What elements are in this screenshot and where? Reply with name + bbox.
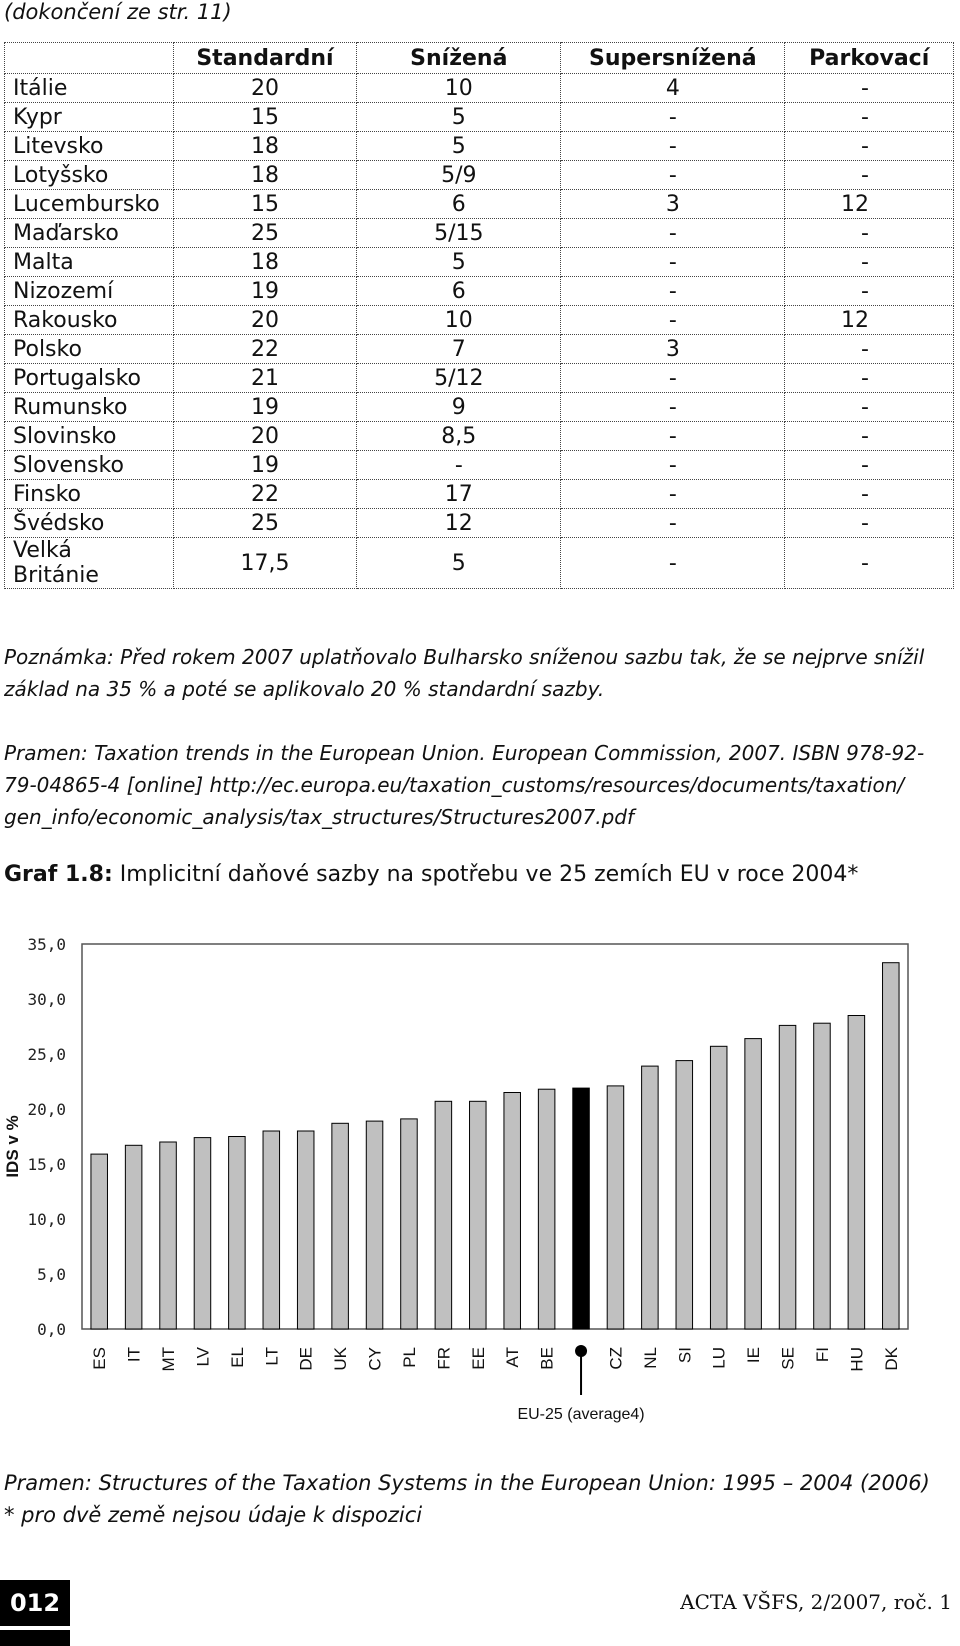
table-row (5, 219, 954, 248)
x-tick-label: MT (159, 1347, 179, 1372)
rate-cell: 25 (173, 219, 357, 248)
header-standard: Standardní (173, 43, 357, 74)
bar (710, 1046, 727, 1329)
rate-cell: 9 (357, 393, 561, 422)
rate-cell: 25 (173, 509, 357, 538)
table-row (5, 451, 954, 480)
x-tick-label: FR (434, 1347, 454, 1370)
rate-cell: 5/12 (357, 364, 561, 393)
chart-footnote: * pro dvě země nejsou údaje k dispozici (4, 1503, 423, 1527)
rate-cell: - (785, 451, 954, 480)
rate-cell: 5 (357, 248, 561, 277)
country-cell: Litevsko (5, 132, 174, 161)
x-tick-label: DK (881, 1347, 901, 1371)
chart-source-line: Pramen: Structures of the Taxation Systems in the European Union: 1995 – 2004 (2006) (4, 1471, 930, 1495)
country-cell: Kypr (5, 103, 174, 132)
rate-cell: 18 (173, 161, 357, 190)
country-cell: Slovensko (5, 451, 174, 480)
rate-cell: - (785, 422, 954, 451)
country-cell: Rumunsko (5, 393, 174, 422)
rate-cell: 5 (357, 538, 561, 589)
y-axis-title: IDS v % (3, 1115, 22, 1178)
rate-cell: - (785, 219, 954, 248)
bar (883, 963, 900, 1329)
figure-title: Implicitní daňové sazby na spotřebu ve 25 zemích EU v roce 2004* (112, 862, 859, 887)
page-tab-decoration (0, 1630, 70, 1646)
country-cell: Maďarsko (5, 219, 174, 248)
rate-cell: - (785, 132, 954, 161)
y-tick-label: 25,0 (27, 1045, 66, 1064)
rate-cell: - (561, 451, 785, 480)
source-line: gen_info/economic_analysis/tax_structures/Structures2007.pdf (4, 805, 634, 829)
rate-cell: 7 (357, 335, 561, 364)
table-row (5, 335, 954, 364)
rate-cell: - (785, 161, 954, 190)
y-tick-label: 35,0 (27, 935, 66, 954)
rate-cell: - (561, 277, 785, 306)
x-tick-label: UK (331, 1347, 351, 1371)
table-row (5, 132, 954, 161)
country-cell: Slovinsko (5, 422, 174, 451)
rate-cell: 22 (173, 335, 357, 364)
rate-cell: 19 (173, 451, 357, 480)
bar (91, 1154, 108, 1329)
rate-cell: 4 (561, 74, 785, 103)
source-paragraph (4, 737, 954, 833)
x-tick-label: AT (503, 1347, 523, 1368)
rate-cell: 6 (357, 277, 561, 306)
x-tick-label: IE (744, 1347, 764, 1364)
table-row (5, 74, 954, 103)
y-tick-label: 30,0 (27, 990, 66, 1009)
rate-cell: - (785, 364, 954, 393)
rate-cell: 15 (173, 103, 357, 132)
y-tick-label: 10,0 (27, 1210, 66, 1229)
country-cell: Portugalsko (5, 364, 174, 393)
rate-cell: - (561, 103, 785, 132)
rate-cell: 19 (173, 393, 357, 422)
country-cell: Nizozemí (5, 277, 174, 306)
rate-cell: - (561, 538, 785, 589)
header-country (5, 43, 174, 74)
bar (401, 1119, 418, 1329)
x-tick-label: EE (468, 1347, 488, 1370)
rate-cell: 21 (173, 364, 357, 393)
y-tick-label: 0,0 (37, 1320, 66, 1339)
rate-cell: 20 (173, 422, 357, 451)
rate-cell: 10 (357, 74, 561, 103)
bar (538, 1089, 555, 1329)
rate-cell: 17 (357, 480, 561, 509)
rate-cell: 12 (785, 306, 954, 335)
rate-cell: 8,5 (357, 422, 561, 451)
eu-average-annotation: EU-25 (average4) (517, 1406, 645, 1423)
rate-cell: - (561, 248, 785, 277)
x-tick-label: LU (709, 1347, 729, 1369)
bar (814, 1023, 831, 1329)
rate-cell: 20 (173, 306, 357, 335)
rate-cell: 5/15 (357, 219, 561, 248)
bar (435, 1101, 452, 1329)
rate-cell: - (561, 480, 785, 509)
bar (779, 1025, 796, 1329)
rate-cell: - (561, 364, 785, 393)
x-tick-label: EL (227, 1347, 247, 1368)
rate-cell: 12 (785, 190, 954, 219)
x-tick-label: NL (640, 1347, 660, 1369)
rate-cell: 5/9 (357, 161, 561, 190)
table-row (5, 161, 954, 190)
rate-cell: 6 (357, 190, 561, 219)
rate-cell: - (785, 509, 954, 538)
x-tick-label: IT (124, 1347, 144, 1363)
country-cell: Polsko (5, 335, 174, 364)
rate-cell: - (357, 451, 561, 480)
x-tick-label: SE (778, 1347, 798, 1370)
page-number: 012 (0, 1580, 70, 1626)
rate-cell: 18 (173, 248, 357, 277)
rate-cell: - (785, 277, 954, 306)
bar (470, 1101, 487, 1329)
y-tick-label: 5,0 (37, 1265, 66, 1284)
figure-label: Graf 1.8: (4, 862, 113, 887)
consumption-tax-bar-chart (0, 905, 960, 1425)
country-cell: Švédsko (5, 509, 174, 538)
source-line: 79-04865-4 [online] http://ec.europa.eu/taxation_customs/resources/documents/taxation/ (4, 773, 905, 797)
table-row (5, 364, 954, 393)
rate-cell: - (561, 422, 785, 451)
note-paragraph (4, 641, 954, 705)
rate-cell: - (561, 509, 785, 538)
bar (366, 1121, 383, 1329)
rate-cell: 15 (173, 190, 357, 219)
bar (125, 1145, 142, 1329)
bar (229, 1137, 246, 1330)
rate-cell: 17,5 (173, 538, 357, 589)
rate-cell: - (785, 335, 954, 364)
rate-cell: - (561, 219, 785, 248)
rate-cell: - (561, 161, 785, 190)
table-row (5, 509, 954, 538)
rate-cell: - (561, 306, 785, 335)
x-tick-label: CZ (606, 1347, 626, 1370)
rate-cell: 12 (357, 509, 561, 538)
country-cell: Rakousko (5, 306, 174, 335)
rate-cell: - (785, 74, 954, 103)
table-row (5, 306, 954, 335)
rate-cell: - (785, 393, 954, 422)
bar (607, 1086, 624, 1329)
rate-cell: - (785, 538, 954, 589)
x-tick-label: CY (365, 1347, 385, 1371)
x-tick-label: BE (537, 1347, 557, 1370)
rate-cell: - (561, 393, 785, 422)
rate-cell: - (561, 132, 785, 161)
note-line: Poznámka: Před rokem 2007 uplatňovalo Bulharsko sníženou sazbu tak, že se nejprve snížil (4, 645, 925, 669)
rate-cell: 3 (561, 190, 785, 219)
x-tick-label: LV (193, 1347, 213, 1367)
rate-cell: 18 (173, 132, 357, 161)
x-tick-label: ES (90, 1347, 110, 1370)
table-row (5, 422, 954, 451)
rate-cell: 3 (561, 335, 785, 364)
continuation-note: (dokončení ze str. 11) (4, 0, 232, 24)
y-tick-label: 15,0 (27, 1155, 66, 1174)
rate-cell: 5 (357, 103, 561, 132)
bar (297, 1131, 314, 1329)
table-body (5, 74, 954, 589)
table-row (5, 248, 954, 277)
table-header-row (5, 43, 954, 74)
rate-cell: - (785, 103, 954, 132)
note-line: základ na 35 % a poté se aplikovalo 20 % standardní sazby. (4, 677, 605, 701)
country-cell: Finsko (5, 480, 174, 509)
bar (676, 1061, 693, 1329)
rate-cell: - (785, 248, 954, 277)
country-cell: Malta (5, 248, 174, 277)
country-cell: Velká Británie (5, 538, 174, 589)
rate-cell: 19 (173, 277, 357, 306)
x-tick-label: SI (675, 1347, 695, 1364)
bar (194, 1138, 211, 1329)
header-reduced: Snížená (357, 43, 561, 74)
bar (504, 1093, 521, 1330)
x-tick-label: DE (296, 1347, 316, 1371)
header-super-reduced: Supersnížená (561, 43, 785, 74)
eu-average-bar (573, 1088, 590, 1329)
x-tick-label: HU (847, 1347, 867, 1372)
table-row (5, 190, 954, 219)
bar (263, 1131, 280, 1329)
bar (745, 1039, 762, 1329)
rate-cell: - (785, 480, 954, 509)
header-parking: Parkovací (785, 43, 954, 74)
journal-reference: ACTA VŠFS, 2/2007, roč. 1 (680, 1590, 952, 1614)
rate-cell: 10 (357, 306, 561, 335)
country-cell: Lotyšsko (5, 161, 174, 190)
rate-cell: 22 (173, 480, 357, 509)
vat-rates-table (4, 42, 954, 589)
chart-source (4, 1467, 930, 1531)
table-row (5, 480, 954, 509)
bar (848, 1016, 865, 1330)
bar (642, 1066, 659, 1329)
bar (332, 1123, 349, 1329)
table-row (5, 103, 954, 132)
country-cell: Lucembursko (5, 190, 174, 219)
x-tick-label: FI (812, 1347, 832, 1363)
rate-cell: 20 (173, 74, 357, 103)
source-line: Pramen: Taxation trends in the European Union. European Commission, 2007. ISBN 978-92- (4, 741, 925, 765)
x-tick-label: PL (399, 1347, 419, 1368)
table-row (5, 277, 954, 306)
rate-cell: 5 (357, 132, 561, 161)
bar (160, 1142, 177, 1329)
figure-caption (4, 862, 858, 887)
x-tick-label: LT (262, 1347, 282, 1366)
table-row (5, 393, 954, 422)
table-row (5, 538, 954, 589)
country-cell: Itálie (5, 74, 174, 103)
y-tick-label: 20,0 (27, 1100, 66, 1119)
